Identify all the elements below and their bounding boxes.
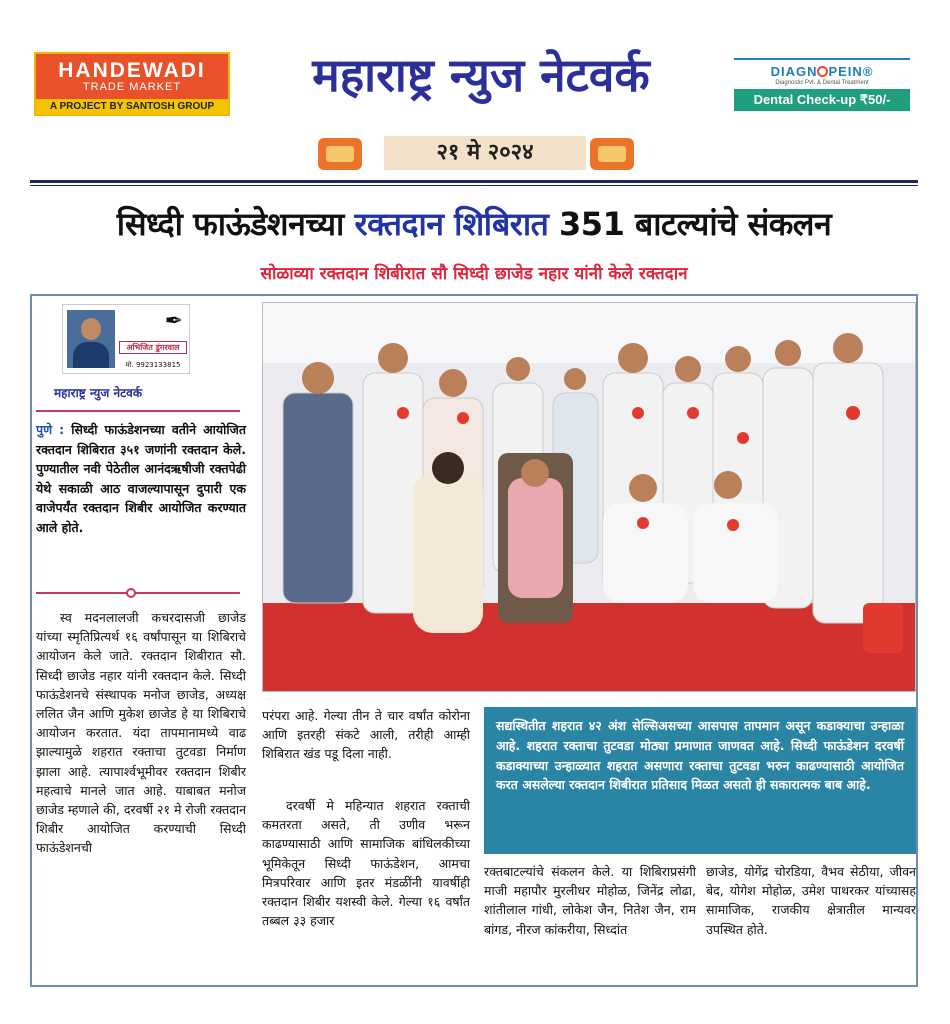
masthead-title: महाराष्ट्र न्युज नेटवर्क bbox=[312, 48, 650, 102]
article-subhead: सोळाव्या रक्तदान शिबीरात सौ सिध्दी छाजेड नहार यांनी केले रक्तदान bbox=[260, 264, 688, 284]
network-badge-icon bbox=[318, 138, 362, 170]
network-label: महाराष्ट्र न्युज नेटवर्क bbox=[54, 386, 143, 400]
diagnopein-logo: DIAGN PEIN® bbox=[734, 58, 910, 79]
issue-date: २१ मे २०२४ bbox=[384, 136, 586, 170]
header-rule bbox=[30, 180, 918, 183]
body-column-2: परंपरा आहे. गेल्या तीन ते चार वर्षांत कोरोना आणि इतरही संकटे आली, तरीही आम्ही शिबिरात खंड पडू दिला नाही. bbox=[262, 708, 470, 762]
reporter-photo bbox=[67, 310, 115, 368]
handewadi-ad bbox=[34, 52, 230, 116]
reporter-mobile: मो. 9923133815 bbox=[125, 361, 181, 369]
divider-ornament-icon bbox=[126, 588, 136, 598]
date-row bbox=[0, 134, 950, 174]
dateline-city: पुणे : bbox=[36, 422, 65, 437]
byline-box bbox=[62, 304, 190, 374]
group-photo-illustration bbox=[263, 303, 916, 692]
article-headline: सिध्दी फाऊंडेशनच्या रक्तदान शिबिरात 351 बाटल्यांचे संकलन bbox=[116, 205, 832, 243]
reporter-name: अभिजित डुंगरवाल bbox=[119, 341, 187, 354]
body-column-1: स्व मदनलालजी कचरदासजी छाजेड यांच्या स्मृतिप्रित्यर्थ १६ वर्षांपासून या शिबिराचे आयोजन केले जाते. रक्तदान शिबीरात सौ. सिध्दी छाजेड नहार यांनी रक्तदान केले. सिध्दी फाऊंडेशनचे संस्थापक मनोज छाजेड, अध्यक्ष ललित जैन आणि मुकेश छाजेड हे या शिबिराचे आयोजन करतात. यंदा तापमानामध्ये वाढ झाल्यामुळे शहरात रक्ताचा तुटवडा निर्माण झाला आहे. त्यापार्श्वभूमीवर रक्तदान शिबीर महत्वाचे मानले जात आहे. याबाबत मनोज छाजेड म्हणाले की, दरवर्षी २१ मे रोजी रक्तदान शिबीर आयोजित करण्याची सिध्दी फाऊंडेशनची bbox=[36, 610, 247, 856]
group-photo bbox=[262, 302, 916, 692]
body-column-4: छाजेड, योगेंद्र चोरडिया, वैभव सेठीया, जीवन बेद, योगेश मोहोळ, उमेश पाथरकर यांच्यासह सामाजिक, राजकीय क्षेत्रातील मान्यवर उपस्थित होते. bbox=[706, 864, 916, 937]
logo-ring-icon bbox=[817, 66, 828, 77]
diagnopein-ad bbox=[734, 58, 910, 112]
ad-strip: A PROJECT BY SANTOSH GROUP bbox=[36, 99, 228, 114]
dental-checkup-banner: Dental Check-up ₹50/- bbox=[734, 89, 910, 111]
callout-box: सद्यस्थितीत शहरात ४२ अंश सेल्सिअसच्या आसपास तापमान असून कडाक्याचा उन्हाळा आहे. शहरात रक्ताचा तुटवडा मोठ्या प्रमाणात जाणवत आहे. सिध्दी फाऊंडेशन दरवर्षी कडाक्याच्या उन्हाळ्यात शहरात असणारा रक्ताचा तुटवडा भरुन काढण्यासाठी आयोजित करत असलेल्या रक्तदान शिबीरात प्रतिसाद मिळत असतो ही सकारात्मक बाब आहे. bbox=[484, 707, 916, 854]
body-column-3: रक्तबाटल्यांचे संकलन केले. या शिबिराप्रसंगी माजी महापौर मुरलीधर मोहोळ, जिनेंद्र लोढा, शांतीलाल गांधी, लोकेश जैन, नितेश जैन, राम बांगड, नीरज कांकरीया, सिध्दांत bbox=[484, 864, 696, 937]
header-rule-thin bbox=[30, 185, 918, 186]
ad-brand: HANDEWADI bbox=[58, 59, 206, 82]
pen-nib-icon: ✒ bbox=[164, 309, 183, 334]
ad-sub: TRADE MARKET bbox=[82, 81, 182, 93]
lead-divider bbox=[36, 592, 240, 594]
body-column-2b: दरवर्षी मे महिन्यात शहरात रक्ताची कमतरता असते, ती उणीव भरून काढण्यासाठी आणि सामाजिक बांधिलकीच्या भूमिकेतून सिध्दी फाऊंडेशन, आमचा मित्रपरिवार आणि इतर मंडळींनी यावर्षीही रक्तदान शिबीर यशस्वी केले. गेल्या १६ वर्षांत तब्बल ३३ हजार bbox=[262, 798, 470, 929]
lead-paragraph: पुणे : सिध्दी फाऊंडेशनच्या वतीने आयोजित रक्तदान शिबिरात ३५१ जणांनी रक्तदान केले. पुण्यातील नवी पेठेतील आनंदऋषीजी रक्तपेढी येथे सकाळी आठ वाजल्यापासून दुपारी एक वाजेपर्यंत रक्तदान शिबीर आयोजित करण्यात आले होते. bbox=[36, 422, 247, 535]
section-divider bbox=[36, 410, 240, 412]
ad-tagline: Diagnostic Pvt. & Dental Treatment bbox=[775, 80, 869, 86]
network-badge-icon bbox=[590, 138, 634, 170]
